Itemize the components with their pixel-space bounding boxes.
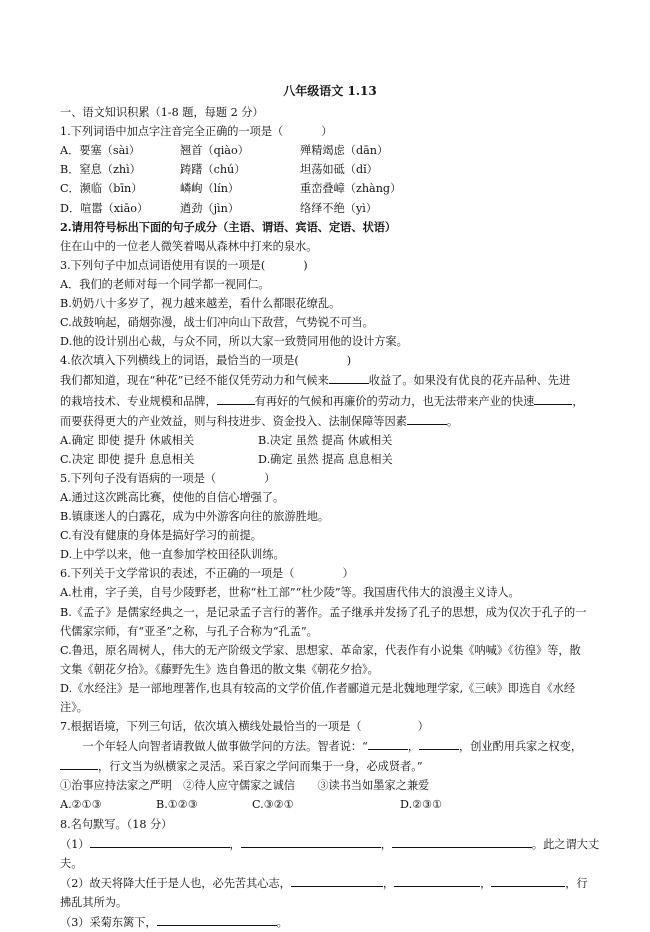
blank[interactable] [329, 370, 369, 384]
question-3-option-d: D.他的设计别出心裁，与众不同，所以大家一致赞同用他的设计方案。 [60, 335, 408, 349]
question-5-option-b: B.镇康迷人的白露花，成为中外游客向往的旅游胜地。 [60, 510, 330, 524]
blank[interactable] [60, 756, 98, 770]
question-6-line: D.《水经注》是一部地理著作,也具有较高的文学价值,作者郦道元是北魏地理学家,《三峡》即选自《水经 [60, 681, 576, 695]
question-8-item-1: （1） ， ， 。此之谓大丈 [60, 834, 600, 854]
question-5-option-d: D.上中学以来，他一直参加学校田径队训练。 [60, 548, 285, 562]
blank[interactable] [407, 411, 447, 425]
question-1-stem: 1.下列词语中加点字注音完全正确的一项是（ ） [60, 125, 333, 139]
blank[interactable] [534, 391, 572, 405]
question-6-line: 文集《朝花夕拾》。《藤野先生》选自鲁迅的散文集《朝花夕拾》。 [60, 662, 379, 676]
blank[interactable] [217, 391, 255, 405]
question-5-option-a: A.通过这次跳高比赛，使他的自信心增强了。 [60, 490, 285, 504]
section-heading: 一、语文知识积累（1-8 题，每题 2 分） [60, 106, 264, 120]
question-1-option-b: B．窒息（zhì） 踌躇（chú） 坦荡如砥（dǐ） [60, 163, 378, 177]
question-7-passage-line: ，行文当为纵横家之灵活。采百家之学问而集于一身，必成贤者。” [60, 756, 600, 776]
question-8-stem: 8.名句默写。（18 分） [60, 817, 173, 831]
question-4-passage-line: 而要获得更大的产业效益，则与科技进步、资金投入、法制保障等因素 。 [60, 411, 600, 431]
answer-blank[interactable] [392, 834, 532, 848]
question-4-options-row: A.确定 即使 提升 休戚相关 B.决定 虽然 提高 休戚相关 [60, 433, 393, 447]
question-1-option-c: C．濒临（bīn） 嶙峋（lín） 重峦叠嶂（zhàng） [60, 182, 402, 196]
question-7-choices: ①治事应持法家之严明 ②待人应守儒家之诚信 ③读书当如墨家之兼爱 [60, 779, 430, 793]
question-4-options-row: C.决定 即使 提升 息息相关 D.确定 虽然 提高 息息相关 [60, 452, 393, 466]
question-6-line: 注》。 [60, 701, 88, 714]
answer-blank[interactable] [157, 912, 277, 926]
question-3-option-c: C.战鼓响起，硝烟弥漫，战士们冲向山下敌营，气势锐不可当。 [60, 316, 374, 330]
answer-blank[interactable] [491, 873, 565, 887]
answer-blank[interactable] [394, 873, 480, 887]
question-5-stem: 5.下列句子没有语病的一项是（ ） [60, 471, 276, 485]
question-7-options: A.②①③ B.①②③ C.③②① D.②③① [60, 798, 443, 812]
question-6-line: C.鲁迅，原名周树人，伟大的无产阶级文学家、思想家、革命家，代表作有小说集《呐喊》《彷徨》等，散 [60, 643, 581, 657]
question-6-line: A.杜甫，字子美，自号少陵野老，世称“杜工部”“杜少陵”等。我国唐代伟大的浪漫主义诗人。 [60, 586, 520, 600]
question-6-stem: 6.下列关于文学常识的表述，不正确的一项是（ ） [60, 567, 354, 581]
question-2-stem: 2.请用符号标出下面的句子成分（主语、谓语、宾语、定语、状语） [60, 219, 397, 234]
question-2-sentence: 住在山中的一位老人微笑着喝从森林中打来的泉水。 [60, 239, 318, 253]
answer-blank[interactable] [90, 834, 230, 848]
question-1-option-d: D．喧嚣（xiāo） 遒劲（jìn） 络绎不绝（yì） [60, 201, 378, 215]
question-7-stem: 7.根据语境，下列三句话，依次填入横线处最恰当的一项是（ ） [60, 720, 429, 734]
question-1-option-a: A．要塞（sài） 翘首（qiào） 殚精竭虑（dān） [60, 144, 389, 158]
blank[interactable] [419, 736, 459, 750]
question-7-passage-line: 一个年轻人向智者请教做人做事做学问的方法。智者说：“ ， ，创业酌用兵家之权变， [60, 736, 600, 756]
blank[interactable] [368, 736, 408, 750]
question-6-line: B.《孟子》是儒家经典之一，是记录孟子言行的著作。孟子继承并发扬了孔子的思想，成为仅次于孔子的一 [60, 605, 587, 619]
question-3-stem: 3.下列句子中加点词语使用有误的一项是( ) [60, 258, 308, 272]
question-3-option-a: A．我们的老师对每一个同学都一视同仁。 [60, 277, 270, 291]
answer-blank[interactable] [241, 834, 381, 848]
question-5-option-c: C.有没有健康的身体是搞好学习的前提。 [60, 529, 262, 543]
question-3-option-b: B.奶奶八十多岁了，视力越来越差，看什么都眼花缭乱。 [60, 297, 341, 311]
question-8-item-1-cont: 夫。 [60, 856, 83, 870]
worksheet [60, 82, 600, 932]
question-8-item-3: （3）采菊东篱下， 。 [60, 912, 600, 932]
page-title: 八年级语文 1.13 [283, 84, 377, 98]
question-4-passage-line: 我们都知道，现在“种花”已经不能仅凭劳动力和气候来 收益了。如果没有优良的花卉品种、先进 [60, 370, 600, 390]
question-4-passage-line: 的栽培技术、专业规模和品牌， 有再好的气候和再廉价的劳动力，也无法带来产业的快速 ， [60, 391, 600, 411]
question-8-item-2-cont: 拂乱其所为。 [60, 895, 128, 909]
question-8-item-2: （2）故天将降大任于是人也，必先苦其心志， ， ， ，行 [60, 873, 600, 893]
question-4-stem: 4.依次填入下列横线上的词语，最恰当的一项是( ) [60, 354, 352, 368]
question-6-line: 代儒家宗师，有“亚圣”之称，与孔子合称为“孔孟”。 [60, 624, 318, 638]
answer-blank[interactable] [291, 873, 383, 887]
